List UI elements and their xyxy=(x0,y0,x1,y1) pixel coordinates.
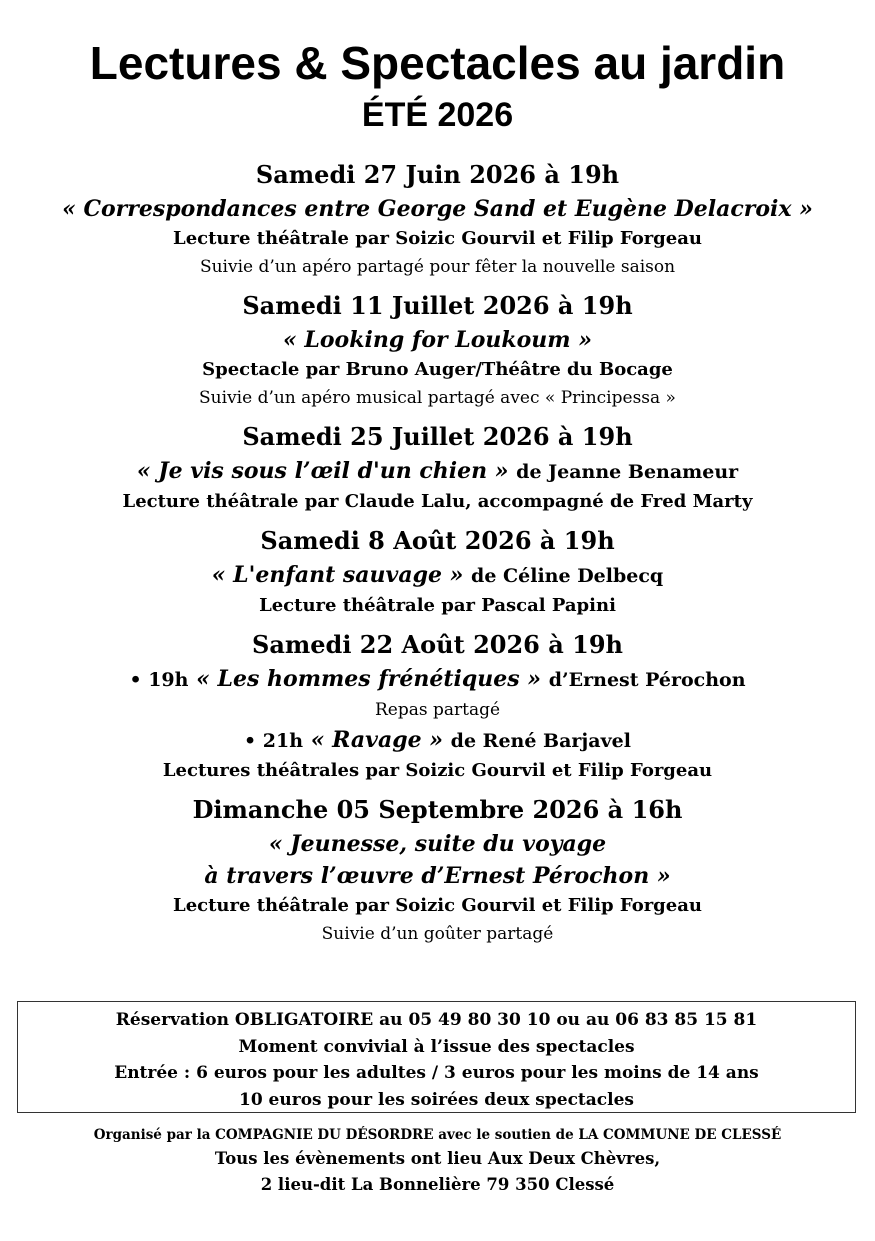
events-list xyxy=(0,157,875,955)
event-work-line-2 xyxy=(0,860,875,892)
event-date: Samedi 25 Juillet 2026 à 19h xyxy=(242,422,633,451)
work-author: de Céline Delbecq xyxy=(471,565,664,587)
event-work xyxy=(0,193,875,225)
convivial-line: Moment convivial à l’issue des spectacles xyxy=(238,1036,635,1057)
event-interlude: Repas partagé xyxy=(374,700,501,720)
event-credit: Lectures théâtrales par Soizic Gourvil et Filip Forgeau xyxy=(162,760,713,781)
reservation-line: Réservation OBLIGATOIRE au 05 49 80 30 10 ou au 06 83 85 15 81 xyxy=(115,1010,758,1030)
event-date: Samedi 22 Août 2026 à 19h xyxy=(252,630,623,659)
event-4 xyxy=(0,523,875,620)
event-work xyxy=(0,324,875,356)
page-title: Lectures & Spectacles au jardin xyxy=(89,37,786,89)
event-credit: Spectacle par Bruno Auger/Théâtre du Bocage xyxy=(202,359,673,380)
footer xyxy=(0,1124,875,1198)
event-date: Samedi 27 Juin 2026 à 19h xyxy=(255,160,620,189)
item-time: • 21h xyxy=(244,730,304,752)
work-author: de Jeanne Benameur xyxy=(516,461,739,483)
event-3 xyxy=(0,419,875,516)
work-author: de René Barjavel xyxy=(450,730,631,752)
event-credit: Lecture théâtrale par Soizic Gourvil et Filip Forgeau xyxy=(173,895,702,916)
reservation-info-box xyxy=(17,1001,856,1113)
venue-line-1: Tous les évènements ont lieu Aux Deux Chèvres, xyxy=(214,1149,661,1168)
event-6 xyxy=(0,792,875,948)
event-5 xyxy=(0,627,875,785)
work-title: « Les hommes frénétiques » xyxy=(196,666,542,692)
double-price-line: 10 euros pour les soirées deux spectacles xyxy=(238,1089,634,1110)
event-note: Suivie d’un apéro musical partagé avec « Principessa » xyxy=(199,388,676,408)
work-title: « Ravage » xyxy=(310,727,443,753)
event-date: Samedi 8 Août 2026 à 19h xyxy=(260,526,615,555)
item-time: • 19h xyxy=(129,669,189,691)
event-work-line-1 xyxy=(0,828,875,860)
event-date: Dimanche 05 Septembre 2026 à 16h xyxy=(192,795,683,824)
event-work xyxy=(0,559,875,592)
event-date: Samedi 11 Juillet 2026 à 19h xyxy=(242,291,633,320)
event-credit: Lecture théâtrale par Claude Lalu, accompagné de Fred Marty xyxy=(122,491,753,512)
event-note: Suivie d’un goûter partagé xyxy=(321,924,554,944)
work-title: « Jeunesse, suite du voyage xyxy=(268,831,607,857)
event-work xyxy=(0,455,875,488)
work-title: « Je vis sous l’œil d'un chien » xyxy=(136,458,509,484)
event-work-item-1 xyxy=(0,663,875,696)
price-line: Entrée : 6 euros pour les adultes / 3 euros pour les moins de 14 ans xyxy=(114,1063,759,1083)
event-note: Suivie d’un apéro partagé pour fêter la nouvelle saison xyxy=(199,257,676,277)
work-title: « Correspondances entre George Sand et Eugène Delacroix » xyxy=(62,196,813,222)
season-subtitle: ÉTÉ 2026 xyxy=(361,96,514,134)
work-title: « Looking for Loukoum » xyxy=(283,327,592,353)
event-2 xyxy=(0,288,875,412)
work-title: à travers l’œuvre d’Ernest Pérochon » xyxy=(204,863,671,889)
event-work-item-2 xyxy=(0,724,875,757)
event-credit: Lecture théâtrale par Soizic Gourvil et Filip Forgeau xyxy=(173,228,702,249)
event-1 xyxy=(0,157,875,281)
event-credit: Lecture théâtrale par Pascal Papini xyxy=(259,595,616,616)
work-author: d’Ernest Pérochon xyxy=(548,669,746,691)
organizer-line: Organisé par la COMPAGNIE DU DÉSORDRE avec le soutien de LA COMMUNE DE CLESSÉ xyxy=(93,1127,782,1143)
venue-line-2: 2 lieu-dit La Bonnelière 79 350 Clessé xyxy=(260,1175,615,1194)
work-title: « L'enfant sauvage » xyxy=(211,562,464,588)
